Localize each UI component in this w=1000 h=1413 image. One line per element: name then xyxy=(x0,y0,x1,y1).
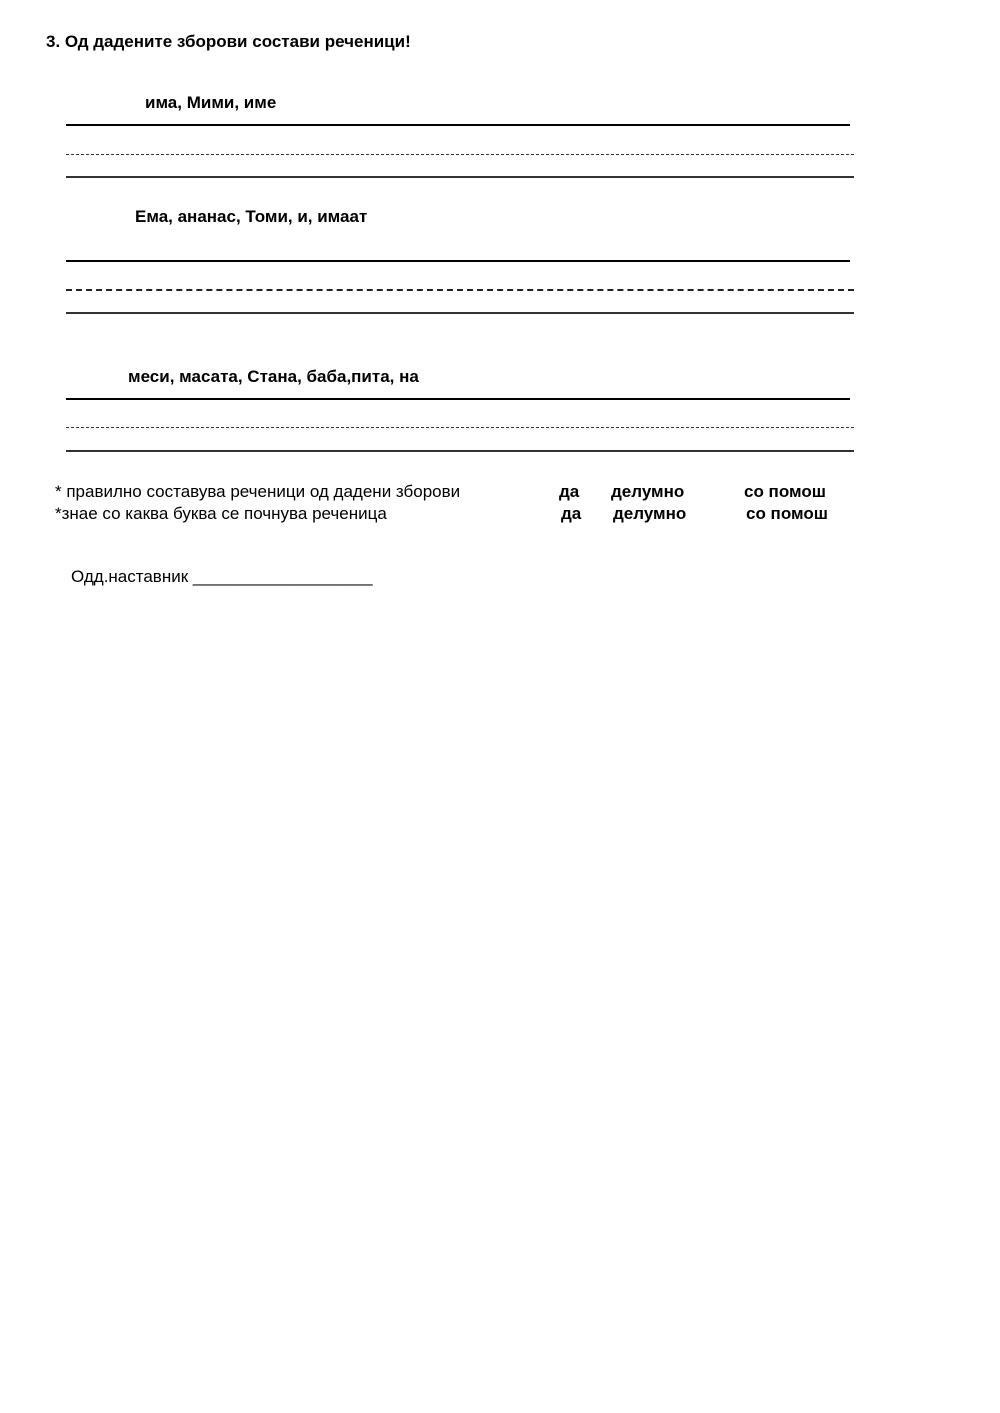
criterion-option-yes: да xyxy=(559,482,580,501)
teacher-signature-line: Одд.наставник ___________________ xyxy=(71,567,373,586)
writing-line-bottom xyxy=(66,176,854,178)
criterion-text: *знае со каква буква се почнува реченица xyxy=(55,504,387,523)
criterion-option-partly: делумно xyxy=(613,504,687,523)
exercise-3-words: меси, масата, Стана, баба,пита, на xyxy=(128,367,419,386)
writing-line-middle xyxy=(66,427,854,428)
exercise-1-words: има, Мими, име xyxy=(145,93,277,112)
writing-line-bottom xyxy=(66,450,854,452)
criterion-option-with-help: со помош xyxy=(744,482,826,501)
criterion-option-yes: да xyxy=(561,504,582,523)
writing-line-top xyxy=(66,398,850,400)
exercise-2-words: Ема, ананас, Томи, и, имаат xyxy=(135,207,368,226)
criterion-option-partly: делумно xyxy=(611,482,685,501)
task-title: 3. Од дадените зборови состави реченици! xyxy=(46,32,411,51)
writing-line-middle xyxy=(66,289,854,291)
writing-line-top xyxy=(66,124,850,126)
writing-line-bottom xyxy=(66,312,854,314)
writing-line-middle xyxy=(66,154,854,155)
writing-line-top xyxy=(66,260,850,262)
criterion-option-with-help: со помош xyxy=(746,504,828,523)
criterion-text: * правилно составува реченици од дадени зборови xyxy=(55,482,461,501)
